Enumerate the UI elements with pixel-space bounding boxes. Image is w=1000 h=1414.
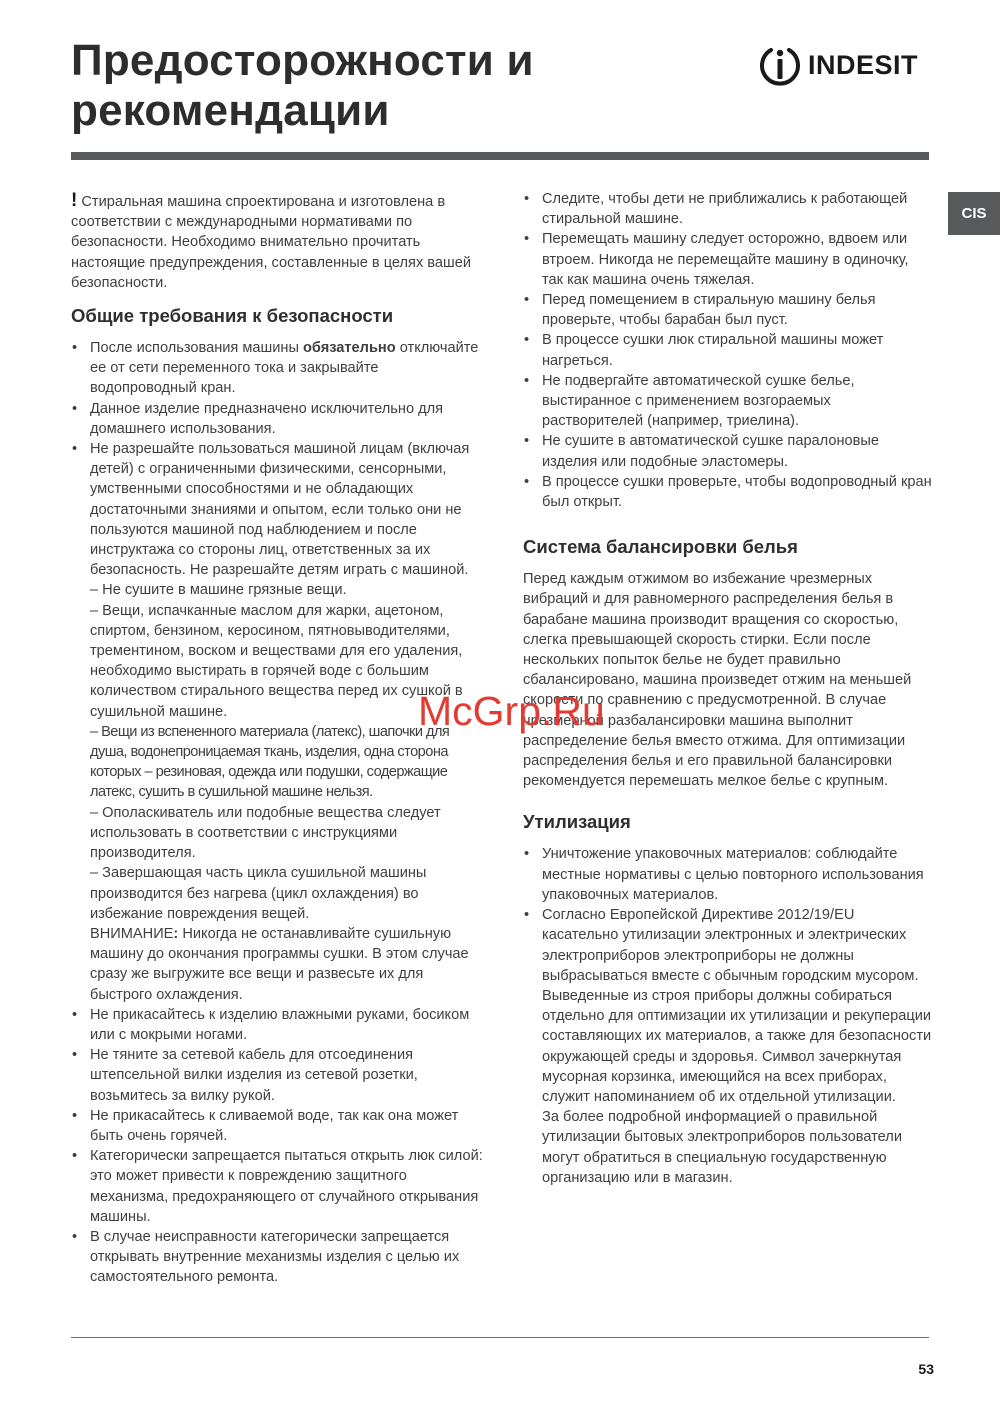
safety-subitem: – Ополаскиватель или подобные вещества следует использовать в соответствии с инструкциями производителя. <box>90 804 441 862</box>
safety-item: • Категорически запрещается пытаться открыть люк силой: это может привести к повреждению защитного механизма, предохраняющего от случайного открывания машины. <box>71 1146 486 1227</box>
left-column <box>71 191 486 1288</box>
safety-heading: Общие требования к безопасности <box>71 305 394 327</box>
title-line-1: Предосторожности и <box>71 36 534 85</box>
precaution-item: • Не подвергайте автоматической сушке белье, выстиранное с применением возгораемых растворителей (например, триелина). <box>523 371 933 432</box>
precaution-item: • Следите, чтобы дети не приближались к работающей стиральной машине. <box>523 189 933 229</box>
safety-item: • Данное изделие предназначено исключительно для домашнего использования. <box>71 399 486 439</box>
precaution-item: • В процессе сушки проверьте, чтобы водопроводный кран был открыт. <box>523 472 933 512</box>
safety-item: • Не тяните за сетевой кабель для отсоединения штепсельной вилки изделия из сетевой розетки, возьмитесь за вилку рукой. <box>71 1045 486 1106</box>
balance-heading: Система балансировки белья <box>523 536 798 558</box>
safety-item: • Не прикасайтесь к сливаемой воде, так как она может быть очень горячей. <box>71 1106 486 1146</box>
disposal-heading: Утилизация <box>523 811 631 833</box>
language-tab: CIS <box>948 192 1000 235</box>
precaution-item: • Не сушите в автоматической сушке паралоновые изделия или подобные эластомеры. <box>523 431 933 471</box>
intro-paragraph: ! Стиральная машина спроектирована и изготовлена в соответствии с международными нормативами по безопасности. Необходимо внимательно прочитать настоящие предупреждения, составленные в целях вашей безопасности. <box>71 190 471 291</box>
safety-subitem: – Вещи, испачканные маслом для жарки, ацетоном, спиртом, бензином, керосином, пятновыводителями, трементином, воском и веществами для его удаления, необходимо выстирать в горячей воде с большим количеством стирального вещества перед их сушкой в сушильной машине. <box>90 602 463 720</box>
safety-item: • В случае неисправности категорически запрещается открывать внутренние механизмы изделия с целью их самостоятельного ремонта. <box>71 1227 486 1288</box>
disposal-item: • Согласно Европейской Директиве 2012/19/EU касательно утилизации электронных и электрических электроприборов электроприборы не должны выбрасываться вместе с обычным городским мусором. Выведенные из строя приборы должны собираться отдельно для оптимизации их утилизации и рекуперации составляющих их материалов, а также для безопасности окружающей среды и здоровья. Символ зачеркнутая мусорная корзинка, имеющийся на всех приборах, служит напоминанием об их отдельной утилизации. За более подробной информацией о правильной утилизации бытовых электроприборов пользователи могут обратиться в специальную государственную организацию или в магазин. <box>523 905 933 1188</box>
brand-logo <box>758 42 918 88</box>
safety-item: • Не прикасайтесь к изделию влажными руками, босиком или с мокрыми ногами. <box>71 1005 486 1045</box>
safety-subitem: – Вещи из вспененного материала (латекс), шапочки для душа, водонепроницаемая ткань, изделия, одна сторона которых – резиновая, одежда или подушки, содержащие латекс, сушить в сушильной машине нельзя. <box>90 723 450 801</box>
title-line-2: рекомендации <box>71 86 390 135</box>
warning-mark: ! <box>71 190 78 211</box>
precaution-item: • Перемещать машину следует осторожно, вдвоем или втроем. Никогда не перемещайте машину в одиночку, так как машина очень тяжелая. <box>523 229 933 290</box>
safety-list <box>71 338 486 1288</box>
indesit-logo-icon <box>758 43 802 87</box>
page-title <box>71 36 534 136</box>
title-divider <box>71 152 929 160</box>
safety-warning: ВНИМАНИЕ: Никогда не останавливайте сушильную машину до окончания программы сушки. В этом случае сразу же выгружите все вещи и развесьте их для быстрого охлаждения. <box>90 925 469 1003</box>
safety-item: • Не разрешайте пользоваться машиной лицам (включая детей) с ограниченными физическими, сенсорными, умственными способностями и не обладающих достаточными знаниями и опытом, если только они не пользуются машиной под наблюдением и после инструктажа со стороны лиц, ответственных за их безопасность. Не разрешайте детям играть с машиной. – Не сушите в машине грязные вещи. – Вещи, испачканные маслом для жарки, ацетоном, спиртом, бензином, керосином, пятновыводителями, трементином, воском и веществами для его удаления, необходимо выстирать в горячей воде с большим количеством стирального вещества перед их сушкой в сушильной машине. – Вещи из вспененного материала (латекс), шапочки для душа, водонепроницаемая ткань, изделия, одна сторона которых – резиновая, одежда или подушки, содержащие латекс, сушить в сушильной машине нельзя. – Ополаскиватель или подобные вещества следует использовать в соответствии с инструкциями производителя. – Завершающая часть цикла сушильной машины производится без нагрева (цикл охлаждения) во избежание повреждения вещей. ВНИМАНИЕ: Никогда не останавливайте сушильную машину до окончания программы сушки. В этом случае сразу же выгружите все вещи и развесьте их для быстрого охлаждения. <box>71 439 486 1005</box>
precaution-item: • Перед помещением в стиральную машину белья проверьте, чтобы барабан был пуст. <box>523 290 933 330</box>
balance-paragraph: Перед каждым отжимом во избежание чрезмерных вибраций и для равномерного распределения белья в барабане машина производит вращения со скоростью, слегка превышающей скорость стирки. Если после нескольких попыток белье не будет правильно сбалансировано, машина произведет отжим на меньшей скорости по сравнению с предусмотренной. В случае чрезмерной разбалансировки машина выполнит распределение белья вместо отжима. Для оптимизации распределения белья и его правильной балансировки рекомендуется перемешать мелкое белье с крупным. <box>523 571 912 790</box>
safety-item: • После использования машины обязательно отключайте ее от сети переменного тока и закрывайте водопроводный кран. <box>71 338 486 399</box>
disposal-list <box>523 844 933 1187</box>
safety-subitem: – Завершающая часть цикла сушильной машины производится без нагрева (цикл охлаждения) во избежание повреждения вещей. <box>90 865 427 922</box>
precautions-list <box>523 189 933 512</box>
brand-name: INDESIT <box>808 49 919 80</box>
safety-subitem: – Не сушите в машине грязные вещи. <box>90 582 347 599</box>
watermark: McGrp.Ru <box>418 688 605 734</box>
footer-divider <box>71 1337 929 1338</box>
disposal-item: • Уничтожение упаковочных материалов: соблюдайте местные нормативы с целью повторного использования упаковочных материалов. <box>523 844 933 905</box>
page-number: 53 <box>918 1361 934 1377</box>
precaution-item: • В процессе сушки люк стиральной машины может нагреться. <box>523 330 933 370</box>
